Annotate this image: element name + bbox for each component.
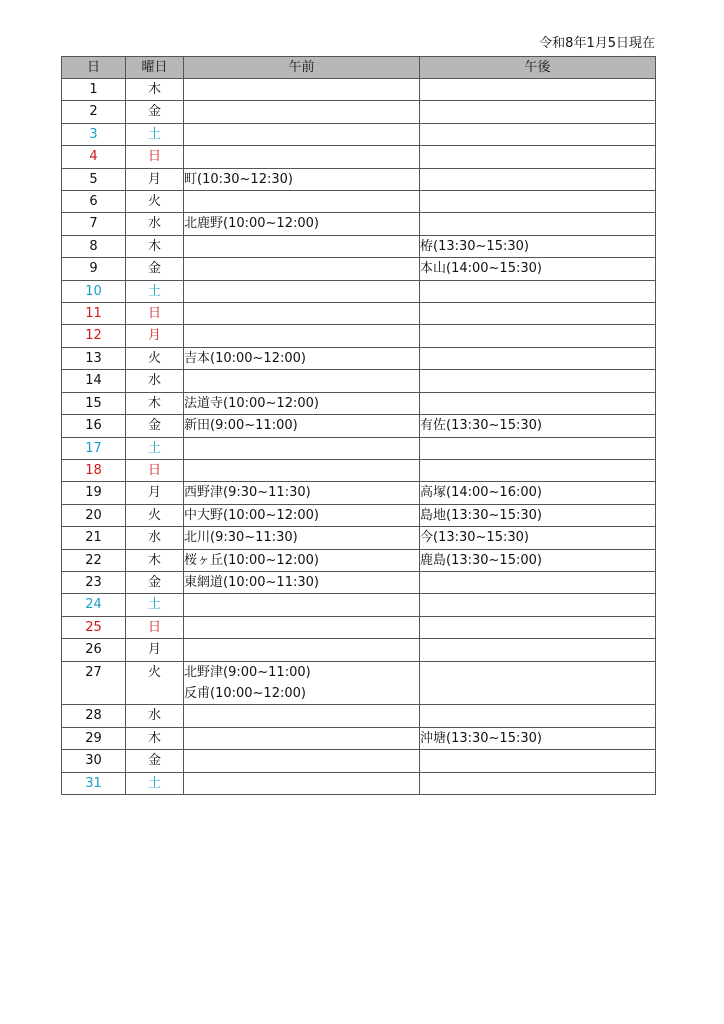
day-cell: 23 (62, 571, 126, 593)
am-cell (184, 639, 420, 661)
am-entry: 反甫(10:00~12:00) (184, 685, 306, 701)
pm-cell (420, 750, 656, 772)
schedule-table (61, 56, 656, 795)
pm-cell (420, 772, 656, 794)
table-row (62, 79, 656, 101)
as-of-date: 令和8年1月5日現在 (539, 36, 655, 51)
table-row (62, 258, 656, 280)
day-cell: 1 (62, 79, 126, 101)
weekday-cell: 金 (126, 571, 184, 593)
am-cell (184, 437, 420, 459)
am-cell (184, 258, 420, 280)
table-row (62, 191, 656, 213)
pm-cell (420, 146, 656, 168)
am-cell (184, 616, 420, 638)
pm-entry: 栫(13:30~15:30) (420, 238, 529, 254)
header-row (62, 57, 656, 79)
table-row (62, 482, 656, 504)
weekday-cell: 木 (126, 392, 184, 414)
am-cell (184, 661, 420, 705)
weekday-cell: 月 (126, 325, 184, 347)
weekday-cell: 日 (126, 616, 184, 638)
table-row (62, 303, 656, 325)
table-row (62, 415, 656, 437)
day-cell: 30 (62, 750, 126, 772)
day-cell: 7 (62, 213, 126, 235)
weekday-cell: 土 (126, 772, 184, 794)
pm-cell (420, 392, 656, 414)
pm-entry: 本山(14:00~15:30) (420, 261, 542, 277)
day-cell: 19 (62, 482, 126, 504)
am-cell (184, 347, 420, 369)
column-header-weekday: 曜日 (126, 57, 184, 79)
am-entry: 桜ヶ丘(10:00~12:00) (184, 552, 319, 568)
table-row (62, 549, 656, 571)
am-cell (184, 168, 420, 190)
table-row (62, 437, 656, 459)
pm-cell (420, 594, 656, 616)
weekday-cell: 木 (126, 727, 184, 749)
pm-cell (420, 504, 656, 526)
pm-cell (420, 303, 656, 325)
day-cell: 17 (62, 437, 126, 459)
pm-entry: 今(13:30~15:30) (420, 530, 529, 546)
weekday-cell: 木 (126, 235, 184, 257)
pm-cell (420, 347, 656, 369)
day-cell: 5 (62, 168, 126, 190)
pm-cell (420, 437, 656, 459)
pm-cell (420, 616, 656, 638)
table-row (62, 325, 656, 347)
table-row (62, 727, 656, 749)
am-entry: 北川(9:30~11:30) (184, 530, 298, 546)
weekday-cell: 火 (126, 191, 184, 213)
schedule-body (62, 79, 656, 795)
weekday-cell: 火 (126, 661, 184, 705)
am-cell (184, 594, 420, 616)
day-cell: 18 (62, 459, 126, 481)
pm-cell (420, 549, 656, 571)
am-cell (184, 705, 420, 727)
day-cell: 20 (62, 504, 126, 526)
table-row (62, 280, 656, 302)
weekday-cell: 日 (126, 459, 184, 481)
pm-cell (420, 325, 656, 347)
pm-cell (420, 213, 656, 235)
table-row (62, 370, 656, 392)
table-row (62, 459, 656, 481)
pm-cell (420, 705, 656, 727)
table-row (62, 504, 656, 526)
pm-cell (420, 370, 656, 392)
weekday-cell: 日 (126, 303, 184, 325)
day-cell: 22 (62, 549, 126, 571)
pm-cell (420, 101, 656, 123)
am-entry: 西野津(9:30~11:30) (184, 485, 311, 501)
column-header-day: 日 (62, 57, 126, 79)
am-cell (184, 325, 420, 347)
day-cell: 24 (62, 594, 126, 616)
am-cell (184, 571, 420, 593)
table-row (62, 235, 656, 257)
pm-cell (420, 415, 656, 437)
weekday-cell: 金 (126, 258, 184, 280)
weekday-cell: 水 (126, 370, 184, 392)
pm-entry: 島地(13:30~15:30) (420, 507, 542, 523)
day-cell: 11 (62, 303, 126, 325)
table-row (62, 347, 656, 369)
pm-cell (420, 191, 656, 213)
weekday-cell: 火 (126, 347, 184, 369)
am-cell (184, 392, 420, 414)
am-entry: 町(10:30~12:30) (184, 171, 293, 187)
am-entry: 北野津(9:00~11:00) (184, 664, 311, 680)
am-entry: 新田(9:00~11:00) (184, 418, 298, 434)
am-entry: 中大野(10:00~12:00) (184, 507, 319, 523)
day-cell: 25 (62, 616, 126, 638)
am-cell (184, 459, 420, 481)
weekday-cell: 土 (126, 280, 184, 302)
weekday-cell: 木 (126, 549, 184, 571)
pm-cell (420, 639, 656, 661)
am-cell (184, 482, 420, 504)
table-row (62, 123, 656, 145)
pm-entry: 沖塘(13:30~15:30) (420, 730, 542, 746)
day-cell: 4 (62, 146, 126, 168)
am-cell (184, 549, 420, 571)
am-entry: 法道寺(10:00~12:00) (184, 395, 319, 411)
table-row (62, 639, 656, 661)
pm-cell (420, 661, 656, 705)
weekday-cell: 日 (126, 146, 184, 168)
table-row (62, 146, 656, 168)
weekday-cell: 土 (126, 123, 184, 145)
table-row (62, 168, 656, 190)
day-cell: 2 (62, 101, 126, 123)
pm-cell (420, 727, 656, 749)
day-cell: 31 (62, 772, 126, 794)
am-cell (184, 504, 420, 526)
am-cell (184, 370, 420, 392)
table-row (62, 750, 656, 772)
am-entry: 東網道(10:00~11:30) (184, 574, 319, 590)
am-cell (184, 191, 420, 213)
column-header-pm: 午後 (420, 57, 656, 79)
weekday-cell: 土 (126, 594, 184, 616)
day-cell: 29 (62, 727, 126, 749)
pm-cell (420, 459, 656, 481)
am-cell (184, 303, 420, 325)
day-cell: 9 (62, 258, 126, 280)
weekday-cell: 月 (126, 168, 184, 190)
day-cell: 13 (62, 347, 126, 369)
am-cell (184, 772, 420, 794)
table-row (62, 527, 656, 549)
weekday-cell: 金 (126, 750, 184, 772)
am-entry: 北鹿野(10:00~12:00) (184, 216, 319, 232)
table-row (62, 616, 656, 638)
weekday-cell: 火 (126, 504, 184, 526)
pm-cell (420, 79, 656, 101)
pm-cell (420, 280, 656, 302)
table-row (62, 594, 656, 616)
day-cell: 16 (62, 415, 126, 437)
table-row (62, 213, 656, 235)
pm-entry: 鹿島(13:30~15:00) (420, 552, 542, 568)
column-header-am: 午前 (184, 57, 420, 79)
day-cell: 21 (62, 527, 126, 549)
weekday-cell: 月 (126, 482, 184, 504)
weekday-cell: 水 (126, 213, 184, 235)
table-row (62, 705, 656, 727)
am-cell (184, 280, 420, 302)
am-cell (184, 123, 420, 145)
day-cell: 12 (62, 325, 126, 347)
day-cell: 28 (62, 705, 126, 727)
am-cell (184, 750, 420, 772)
am-cell (184, 79, 420, 101)
am-cell (184, 527, 420, 549)
pm-cell (420, 168, 656, 190)
day-cell: 8 (62, 235, 126, 257)
day-cell: 3 (62, 123, 126, 145)
pm-cell (420, 258, 656, 280)
table-row (62, 772, 656, 794)
pm-cell (420, 527, 656, 549)
table-row (62, 392, 656, 414)
pm-cell (420, 571, 656, 593)
weekday-cell: 水 (126, 705, 184, 727)
weekday-cell: 木 (126, 79, 184, 101)
am-cell (184, 101, 420, 123)
weekday-cell: 月 (126, 639, 184, 661)
table-row (62, 571, 656, 593)
weekday-cell: 金 (126, 415, 184, 437)
pm-entry: 有佐(13:30~15:30) (420, 418, 542, 434)
am-cell (184, 235, 420, 257)
weekday-cell: 金 (126, 101, 184, 123)
table-row (62, 101, 656, 123)
pm-cell (420, 235, 656, 257)
day-cell: 27 (62, 661, 126, 705)
am-cell (184, 415, 420, 437)
day-cell: 10 (62, 280, 126, 302)
pm-cell (420, 482, 656, 504)
weekday-cell: 水 (126, 527, 184, 549)
weekday-cell: 土 (126, 437, 184, 459)
am-cell (184, 213, 420, 235)
am-cell (184, 146, 420, 168)
day-cell: 6 (62, 191, 126, 213)
day-cell: 14 (62, 370, 126, 392)
day-cell: 15 (62, 392, 126, 414)
table-row (62, 661, 656, 705)
pm-cell (420, 123, 656, 145)
am-entry: 吉本(10:00~12:00) (184, 350, 306, 366)
am-cell (184, 727, 420, 749)
pm-entry: 高塚(14:00~16:00) (420, 485, 542, 501)
day-cell: 26 (62, 639, 126, 661)
